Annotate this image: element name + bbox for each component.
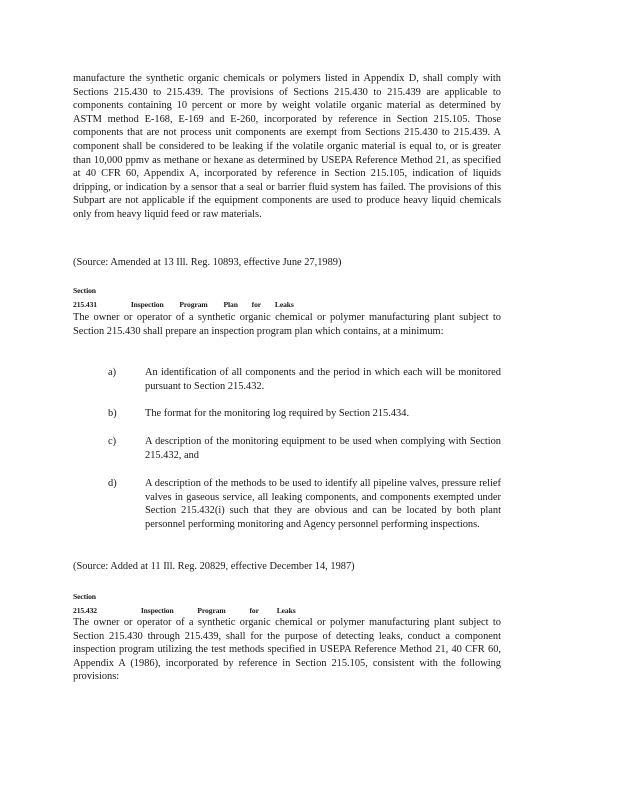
list-item-letter: b) — [108, 408, 117, 419]
intro-paragraph: manufacture the synthetic organic chemicals or polymers listed in Appendix D, shall comply with Sections 215.430 to 215.439. The provisions of Sections 215.430 to 215.439 are applicable to components containing 10 percent or more by weight volatile organic material as determined by ASTM method E-168, E-169 and E-260, incorporated by reference in Section 215.105. Those components that are not process unit components are exempt from Sections 215.430 to 215.439. A component shall be considered to be leaking if the volatile organic material is equal to, or is greater than 10,000 ppmv as methane or hexane as determined by USEPA Reference Method 21, as specified at 40 CFR 60, Appendix A, incorporated by reference in Section 215.105, indication of liquids dripping, or indication by a sensor that a seal or barrier fluid system has failed. The provisions of this Subpart are not applicable if the equipment components are used to produce heavy liquid chemicals only from heavy liquid feed or raw materials. — [73, 73, 501, 220]
section-432-paragraph: The owner or operator of a synthetic organic chemical or polymer manufacturing plant subject to Section 215.430 through 215.439, shall for the purpose of detecting leaks, conduct a component inspection program utilizing the test methods specified in USEPA Reference Method 21, 40 CFR 60, Appendix A (1986), incorporated by reference in Section 215.105, consistent with the following provisions: — [73, 617, 501, 683]
section-title-word: for — [249, 605, 259, 615]
section-title-word: Inspection — [130, 299, 164, 309]
list-item-letter: d) — [108, 478, 117, 489]
section-number: Section 215.432 — [73, 592, 97, 615]
source-note-added: (Source: Added at 11 Ill. Reg. 20829, effective December 14, 1987) — [73, 561, 355, 572]
section-title-word: Leaks — [276, 605, 296, 615]
list-item-text: A description of the methods to be used to identify all pipeline valves, pressure relief valves in gaseous service, all leaking components, and components exempted under Section 215.432(i) such that they are obvious and can be located by both plant personnel performing monitoring and Agency personnel performing inspections. — [145, 478, 501, 530]
section-431-paragraph: The owner or operator of a synthetic organic chemical or polymer manufacturing plant subject to Section 215.430 shall prepare an inspection program plan which contains, at a minimum: — [73, 312, 501, 337]
section-title-word: Program — [179, 299, 208, 309]
section-title-word: Program — [197, 605, 226, 615]
list-item-text: A description of the monitoring equipment to be used when complying with Section 215.432, and — [145, 436, 501, 461]
section-heading-215-431 — [73, 284, 503, 311]
list-item-text: An identification of all components and the period in which each will be monitored pursuant to Section 215.432. — [145, 367, 501, 392]
list-item-letter: a) — [108, 367, 117, 378]
list-item-letter: c) — [108, 436, 117, 447]
section-title-word: for — [251, 299, 262, 309]
section-title-word: Inspection — [140, 605, 174, 615]
source-note-amended: (Source: Amended at 13 Ill. Reg. 10893, effective June 27,1989) — [73, 257, 342, 268]
section-title-word: Plan — [223, 299, 238, 309]
section-number: Section 215.431 — [73, 286, 97, 309]
section-title-word: Leaks — [274, 299, 294, 309]
section-heading-215-432 — [73, 590, 503, 617]
list-item-text: The format for the monitoring log required by Section 215.434. — [145, 408, 410, 419]
